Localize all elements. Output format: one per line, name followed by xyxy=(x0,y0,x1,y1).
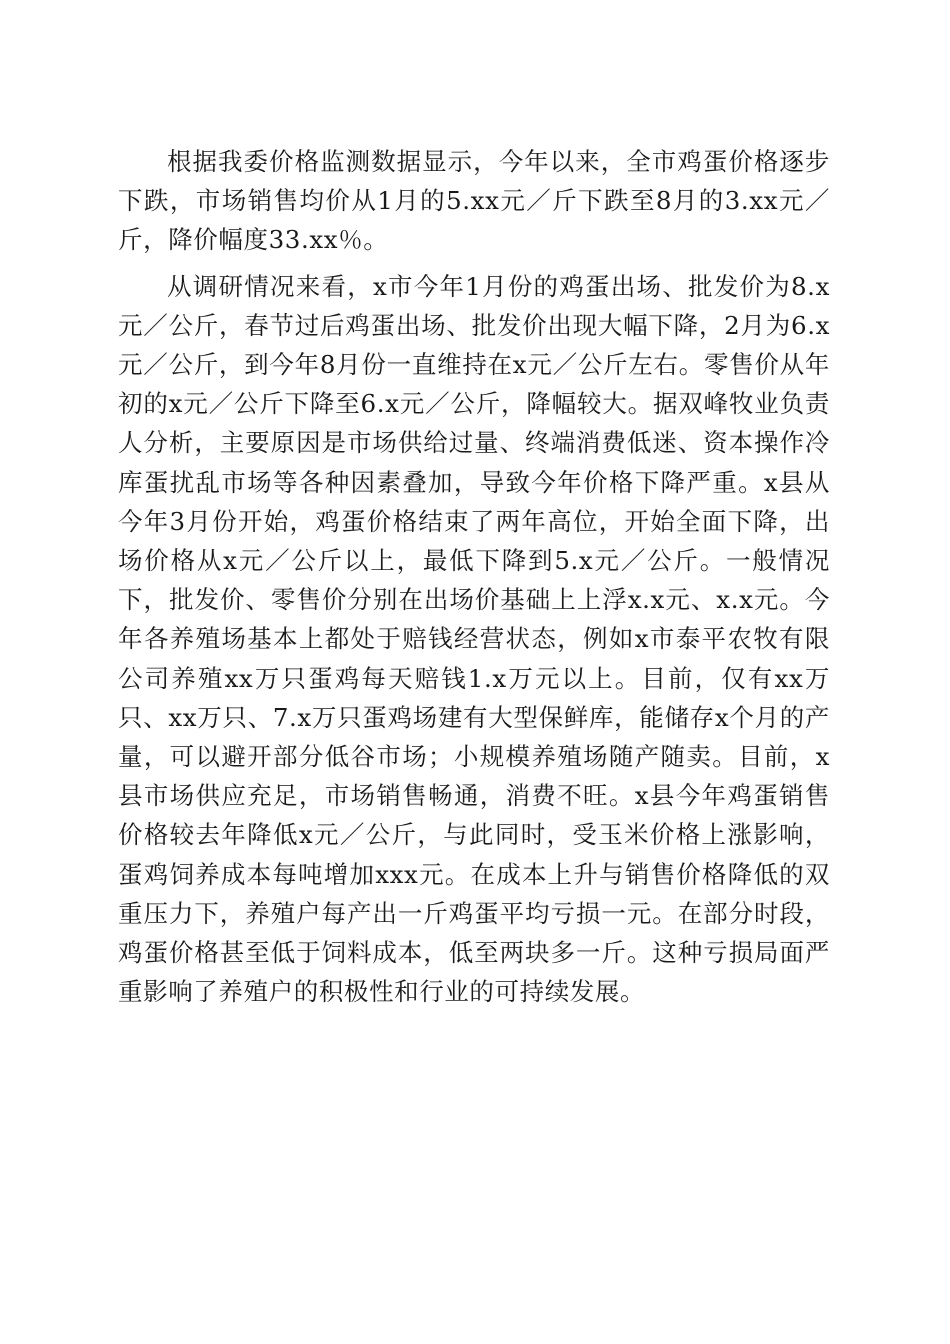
document-body xyxy=(118,142,830,1011)
paragraph-survey-findings: 从调研情况来看，x市今年1月份的鸡蛋出场、批发价为8.x元／公斤，春节过后鸡蛋出场、批发价出现大幅下降，2月为6.x元／公斤，到今年8月份一直维持在x元／公斤左右。零售价从年初的x元／公斤下降至6.x元／公斤，降幅较大。据双峰牧业负责人分析，主要原因是市场供给过量、终端消费低迷、资本操作冷库蛋扰乱市场等各种因素叠加，导致今年价格下降严重。x县从今年3月份开始，鸡蛋价格结束了两年高位，开始全面下降，出场价格从x元／公斤以上，最低下降到5.x元／公斤。一般情况下，批发价、零售价分别在出场价基础上上浮x.x元、x.x元。今年各养殖场基本上都处于赔钱经营状态，例如x市泰平农牧有限公司养殖xx万只蛋鸡每天赔钱1.x万元以上。目前，仅有xx万只、xx万只、7.x万只蛋鸡场建有大型保鲜库，能储存x个月的产量，可以避开部分低谷市场；小规模养殖场随产随卖。目前，x县市场供应充足，市场销售畅通，消费不旺。x县今年鸡蛋销售价格较去年降低x元／公斤，与此同时，受玉米价格上涨影响，蛋鸡饲养成本每吨增加xxx元。在成本上升与销售价格降低的双重压力下，养殖户每产出一斤鸡蛋平均亏损一元。在部分时段，鸡蛋价格甚至低于饲料成本，低至两块多一斤。这种亏损局面严重影响了养殖户的积极性和行业的可持续发展。 xyxy=(118,271,830,1007)
paragraph-price-overview: 根据我委价格监测数据显示，今年以来，全市鸡蛋价格逐步下跌，市场销售均价从1月的5.xx元／斤下跌至8月的3.xx元／斤，降价幅度33.xx％。 xyxy=(118,147,830,255)
